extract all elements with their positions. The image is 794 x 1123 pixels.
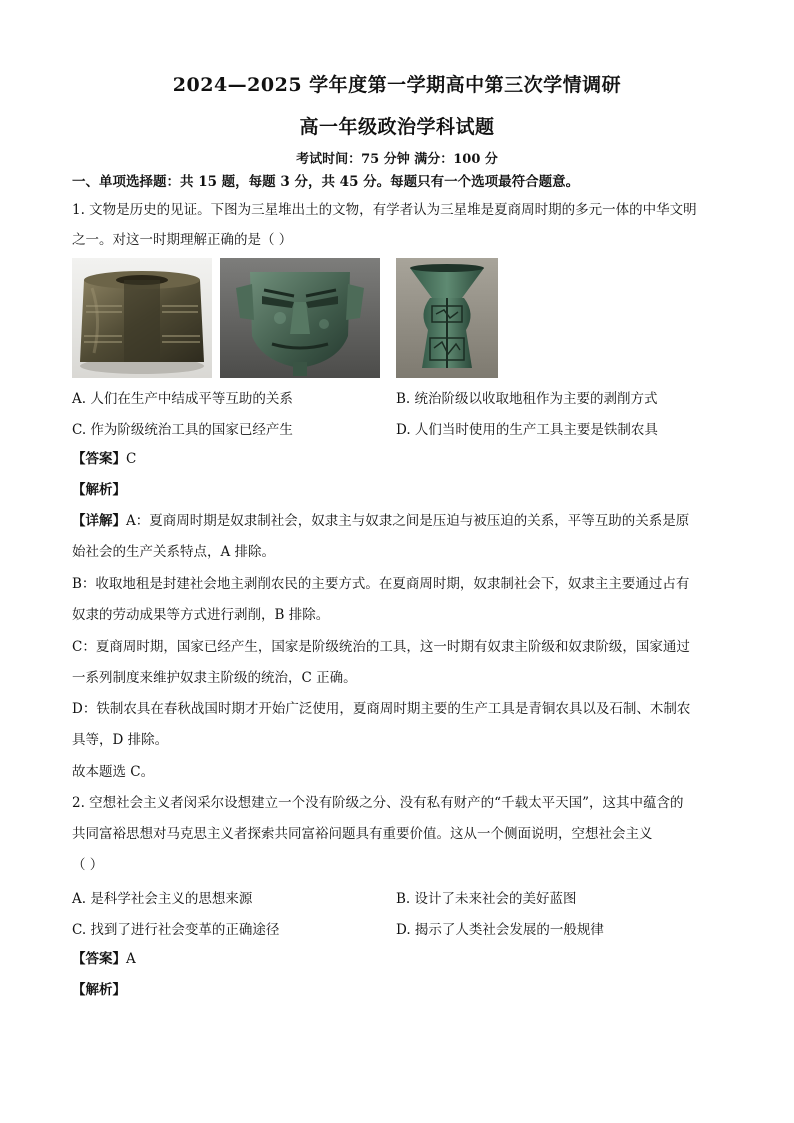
- q1-detail-line-8: 具等，D 排除。: [72, 732, 169, 748]
- q1-option-a: A. 人们在生产中结成平等互助的关系: [72, 391, 293, 407]
- q1-option-d: D. 人们当时使用的生产工具主要是铁制农具: [396, 422, 658, 438]
- q1-conclusion: 故本题选 C。: [72, 764, 155, 780]
- q1-detail-label: 【详解】: [72, 513, 126, 529]
- q1-option-c: C. 作为阶级统治工具的国家已经产生: [72, 422, 293, 438]
- q1-detail-line-6: 一系列制度来维护奴隶主阶级的统治，C 正确。: [72, 670, 357, 686]
- q1-stem-line-1: 1. 文物是历史的见证。下图为三星堆出土的文物，有学者认为三星堆是夏商周时期的多元一体的中华文明: [72, 202, 697, 218]
- q2-option-d: D. 揭示了人类社会发展的一般规律: [396, 922, 604, 938]
- q1-detail-line-7: D：铁制农具在春秋战国时期才开始广泛使用，夏商周时期主要的生产工具是青铜农具以及石制、木制农: [72, 701, 691, 717]
- q1-answer: [72, 449, 732, 469]
- q1-analysis-label: 【解析】: [72, 482, 126, 498]
- q2-option-c: C. 找到了进行社会变革的正确途径: [72, 922, 280, 938]
- exam-title: 2024—2025 学年度第一学期高中第三次学情调研: [172, 74, 622, 96]
- q1-detail-line-1: [72, 511, 732, 531]
- q1-option-b: B. 统治阶级以收取地租作为主要的剥削方式: [396, 391, 658, 407]
- q2-stem-line-3: （ ）: [72, 857, 104, 873]
- artifact-bronze-mask-image: [220, 258, 380, 378]
- q1-detail-text-1: A：夏商周时期是奴隶制社会，奴隶主与奴隶之间是压迫与被压迫的关系，平等互助的关系是原: [126, 513, 690, 529]
- q2-answer-label: 【答案】: [72, 951, 126, 967]
- q2-option-a: A. 是科学社会主义的思想来源: [72, 891, 253, 907]
- q2-stem-line-2: 共同富裕思想对马克思主义者探索共同富裕问题具有重要价值。这从一个侧面说明，空想社会主义: [72, 826, 653, 842]
- q1-detail-line-5: C：夏商周时期，国家已经产生，国家是阶级统治的工具，这一时期有奴隶主阶级和奴隶阶级，国家通过: [72, 639, 690, 655]
- exam-subtitle: 高一年级政治学科试题: [299, 116, 495, 138]
- artifact-bronze-zun-image: [396, 258, 498, 378]
- q2-stem-line-1: 2. 空想社会主义者闵采尔设想建立一个没有阶级之分、没有私有财产的“千载太平天国”，这其中蕴含的: [72, 795, 684, 811]
- q1-detail-line-4: 奴隶的劳动成果等方式进行剥削，B 排除。: [72, 607, 330, 623]
- q2-answer: [72, 949, 732, 969]
- q1-detail-line-3: B：收取地租是封建社会地主剥削农民的主要方式。在夏商周时期，奴隶制社会下，奴隶主主要通过占有: [72, 576, 690, 592]
- q2-option-b: B. 设计了未来社会的美好蓝图: [396, 891, 577, 907]
- q2-answer-value: A: [126, 951, 136, 967]
- exam-meta: 考试时间：75 分钟 满分：100 分: [296, 152, 498, 167]
- artifact-jade-cong-image: [72, 258, 212, 378]
- q1-answer-value: C: [126, 451, 137, 467]
- q1-detail-line-2: 始社会的生产关系特点，A 排除。: [72, 544, 276, 560]
- q2-analysis-label: 【解析】: [72, 982, 126, 998]
- q1-answer-label: 【答案】: [72, 451, 126, 467]
- section-heading: 一、单项选择题：共 15 题，每题 3 分，共 45 分。每题只有一个选项最符合题意。: [72, 174, 580, 190]
- q1-stem-line-2: 之一。对这一时期理解正确的是（ ）: [72, 232, 293, 248]
